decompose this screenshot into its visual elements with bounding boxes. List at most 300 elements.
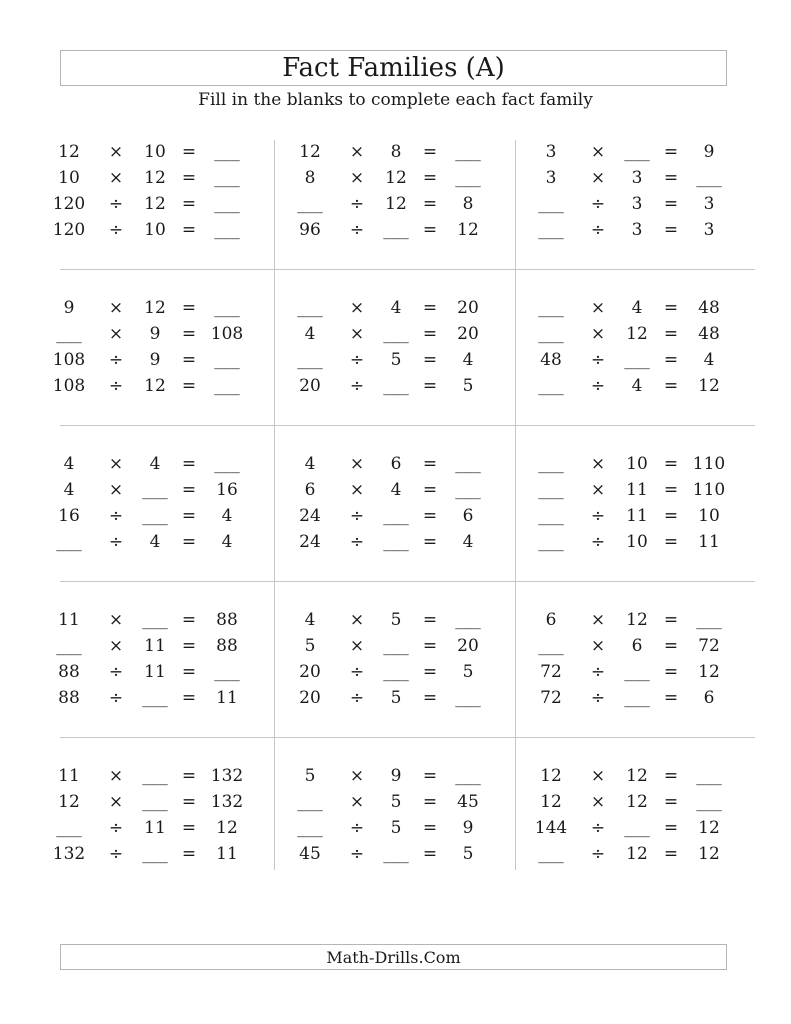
operator: ÷	[349, 818, 365, 838]
page-title: Fact Families (A)	[60, 50, 727, 86]
equation-row	[517, 168, 757, 194]
operator: ×	[590, 298, 606, 318]
operand-b: ___	[624, 142, 650, 162]
operator: ÷	[349, 220, 365, 240]
operator: ×	[108, 610, 124, 630]
row-divider	[60, 581, 755, 582]
result: 3	[703, 194, 715, 214]
operator: ÷	[590, 220, 606, 240]
operator: ÷	[349, 844, 365, 864]
operand-b: 9	[149, 350, 161, 370]
equals-sign: =	[181, 298, 197, 318]
equation-row	[276, 194, 516, 220]
equation-row	[276, 532, 516, 558]
result: 88	[216, 610, 238, 630]
equation-row	[35, 844, 275, 870]
operand-b: ___	[142, 844, 168, 864]
operand-a: ___	[56, 818, 82, 838]
equals-sign: =	[181, 220, 197, 240]
result: 12	[698, 818, 720, 838]
equation-row	[276, 350, 516, 376]
operand-b: 8	[390, 142, 402, 162]
operand-a: 11	[58, 766, 80, 786]
operand-a: 20	[299, 662, 321, 682]
result: ___	[214, 376, 240, 396]
operand-a: 4	[304, 610, 316, 630]
equation-row	[517, 480, 757, 506]
equation-row	[35, 636, 275, 662]
equals-sign: =	[663, 662, 679, 682]
operand-b: ___	[383, 662, 409, 682]
operand-b: ___	[142, 506, 168, 526]
equation-row	[517, 194, 757, 220]
operator: ÷	[108, 532, 124, 552]
equation-row	[35, 168, 275, 194]
equals-sign: =	[181, 376, 197, 396]
operator: ×	[349, 298, 365, 318]
equation-row	[276, 168, 516, 194]
result: ___	[214, 220, 240, 240]
result: 4	[462, 532, 474, 552]
operand-b: ___	[383, 844, 409, 864]
operator: ÷	[349, 376, 365, 396]
equals-sign: =	[663, 142, 679, 162]
result: 5	[462, 376, 474, 396]
operand-b: 12	[385, 168, 407, 188]
operand-b: 12	[626, 324, 648, 344]
operator: ×	[590, 168, 606, 188]
equation-row	[276, 688, 516, 714]
result: 11	[216, 844, 238, 864]
result: ___	[696, 792, 722, 812]
equation-row	[276, 844, 516, 870]
equation-row	[35, 532, 275, 558]
equals-sign: =	[422, 454, 438, 474]
equals-sign: =	[422, 298, 438, 318]
operator: ×	[590, 142, 606, 162]
equals-sign: =	[422, 194, 438, 214]
operand-b: ___	[624, 688, 650, 708]
equation-row	[517, 376, 757, 402]
result: 110	[692, 454, 726, 474]
equation-row	[276, 662, 516, 688]
equals-sign: =	[422, 636, 438, 656]
operator: ÷	[590, 818, 606, 838]
operand-a: 20	[299, 688, 321, 708]
result: 4	[462, 350, 474, 370]
equation-row	[276, 298, 516, 324]
operator: ×	[349, 324, 365, 344]
operator: ×	[349, 636, 365, 656]
equation-row	[35, 454, 275, 480]
result: ___	[455, 610, 481, 630]
equation-row	[276, 818, 516, 844]
equals-sign: =	[663, 610, 679, 630]
operand-a: 6	[304, 480, 316, 500]
operator: ×	[349, 168, 365, 188]
result: ___	[214, 194, 240, 214]
result: 4	[221, 506, 233, 526]
operand-b: 3	[631, 194, 643, 214]
equation-row	[517, 220, 757, 246]
operand-b: 4	[631, 298, 643, 318]
result: ___	[455, 454, 481, 474]
equals-sign: =	[422, 818, 438, 838]
operand-a: 120	[52, 220, 86, 240]
equals-sign: =	[663, 818, 679, 838]
result: 110	[692, 480, 726, 500]
result: 48	[698, 324, 720, 344]
operand-a: 20	[299, 376, 321, 396]
result: 6	[462, 506, 474, 526]
operand-a: ___	[297, 350, 323, 370]
equals-sign: =	[181, 532, 197, 552]
operand-a: 72	[540, 688, 562, 708]
operator: ÷	[590, 532, 606, 552]
operator: ÷	[590, 194, 606, 214]
equals-sign: =	[663, 480, 679, 500]
equals-sign: =	[663, 766, 679, 786]
equation-row	[517, 662, 757, 688]
result: 6	[703, 688, 715, 708]
operator: ÷	[349, 662, 365, 682]
equation-row	[276, 480, 516, 506]
result: 8	[462, 194, 474, 214]
equals-sign: =	[422, 662, 438, 682]
equals-sign: =	[181, 792, 197, 812]
result: 12	[698, 662, 720, 682]
operand-b: ___	[624, 818, 650, 838]
operand-a: ___	[538, 324, 564, 344]
result: ___	[696, 168, 722, 188]
operand-a: 8	[304, 168, 316, 188]
operand-a: ___	[538, 454, 564, 474]
equation-row	[35, 376, 275, 402]
operand-b: ___	[383, 636, 409, 656]
equation-row	[517, 792, 757, 818]
operand-b: 6	[631, 636, 643, 656]
equals-sign: =	[422, 168, 438, 188]
result: 5	[462, 844, 474, 864]
equation-row	[517, 844, 757, 870]
operand-a: 9	[63, 298, 75, 318]
operator: ×	[590, 480, 606, 500]
result: 11	[216, 688, 238, 708]
result: 45	[457, 792, 479, 812]
operand-a: ___	[538, 506, 564, 526]
operator: ×	[108, 766, 124, 786]
equation-row	[517, 142, 757, 168]
operand-a: 16	[58, 506, 80, 526]
operator: ×	[590, 324, 606, 344]
equation-row	[276, 454, 516, 480]
equals-sign: =	[181, 688, 197, 708]
operator: ÷	[590, 688, 606, 708]
operand-b: 5	[390, 792, 402, 812]
equation-row	[35, 688, 275, 714]
result: 12	[216, 818, 238, 838]
equation-row	[276, 636, 516, 662]
operator: ×	[590, 636, 606, 656]
operand-a: 4	[63, 480, 75, 500]
operand-b: 3	[631, 168, 643, 188]
operand-a: 88	[58, 662, 80, 682]
result: 88	[216, 636, 238, 656]
operand-a: 12	[58, 792, 80, 812]
operand-b: ___	[142, 480, 168, 500]
result: ___	[214, 454, 240, 474]
operand-a: ___	[538, 844, 564, 864]
equation-row	[517, 818, 757, 844]
operator: ÷	[349, 506, 365, 526]
operand-a: 108	[52, 350, 86, 370]
equals-sign: =	[663, 298, 679, 318]
equals-sign: =	[663, 506, 679, 526]
equation-row	[35, 480, 275, 506]
result: ___	[455, 168, 481, 188]
result: ___	[214, 168, 240, 188]
result: ___	[214, 298, 240, 318]
operator: ÷	[590, 844, 606, 864]
equals-sign: =	[181, 662, 197, 682]
result: 4	[221, 532, 233, 552]
result: 12	[698, 844, 720, 864]
equals-sign: =	[663, 792, 679, 812]
operand-b: 4	[631, 376, 643, 396]
operand-b: 12	[626, 844, 648, 864]
equals-sign: =	[422, 532, 438, 552]
row-divider	[60, 269, 755, 270]
operand-b: 4	[390, 298, 402, 318]
equation-row	[35, 194, 275, 220]
operator: ×	[590, 610, 606, 630]
equation-row	[517, 298, 757, 324]
operator: ×	[108, 480, 124, 500]
operand-a: ___	[297, 194, 323, 214]
operand-a: 6	[545, 610, 557, 630]
operand-a: 72	[540, 662, 562, 682]
equation-row	[35, 324, 275, 350]
result: 3	[703, 220, 715, 240]
equals-sign: =	[181, 142, 197, 162]
equation-row	[35, 220, 275, 246]
equation-row	[276, 792, 516, 818]
equals-sign: =	[663, 454, 679, 474]
operand-a: 144	[534, 818, 568, 838]
operand-a: 5	[304, 766, 316, 786]
equals-sign: =	[181, 506, 197, 526]
equals-sign: =	[422, 142, 438, 162]
operator: ÷	[108, 194, 124, 214]
operator: ÷	[349, 194, 365, 214]
result: ___	[696, 610, 722, 630]
equals-sign: =	[663, 844, 679, 864]
equals-sign: =	[181, 844, 197, 864]
operator: ÷	[108, 662, 124, 682]
operand-b: ___	[624, 662, 650, 682]
operand-a: ___	[538, 220, 564, 240]
equation-row	[35, 506, 275, 532]
operator: ×	[349, 480, 365, 500]
operator: ÷	[108, 506, 124, 526]
equals-sign: =	[663, 168, 679, 188]
row-divider	[60, 737, 755, 738]
equation-row	[35, 142, 275, 168]
operand-b: 9	[390, 766, 402, 786]
equals-sign: =	[181, 636, 197, 656]
operator: ×	[349, 792, 365, 812]
equation-row	[276, 324, 516, 350]
equals-sign: =	[663, 636, 679, 656]
operand-a: 108	[52, 376, 86, 396]
result: 5	[462, 662, 474, 682]
operand-a: 132	[52, 844, 86, 864]
operand-a: ___	[297, 298, 323, 318]
result: ___	[455, 688, 481, 708]
result: 11	[698, 532, 720, 552]
equation-row	[517, 532, 757, 558]
equals-sign: =	[181, 454, 197, 474]
operator: ÷	[590, 506, 606, 526]
operand-a: 120	[52, 194, 86, 214]
operand-a: 12	[299, 142, 321, 162]
equation-row	[517, 636, 757, 662]
operator: ÷	[349, 688, 365, 708]
operand-b: 9	[149, 324, 161, 344]
operand-a: ___	[56, 636, 82, 656]
operand-b: ___	[383, 506, 409, 526]
equation-row	[517, 610, 757, 636]
operand-b: ___	[383, 324, 409, 344]
operand-b: 5	[390, 610, 402, 630]
result: ___	[455, 142, 481, 162]
operator: ÷	[108, 350, 124, 370]
operand-a: 45	[299, 844, 321, 864]
operand-a: ___	[297, 818, 323, 838]
operand-b: 12	[144, 298, 166, 318]
equation-row	[517, 350, 757, 376]
operator: ×	[349, 766, 365, 786]
operand-b: 6	[390, 454, 402, 474]
equals-sign: =	[422, 610, 438, 630]
result: ___	[214, 662, 240, 682]
equals-sign: =	[663, 194, 679, 214]
equation-row	[517, 506, 757, 532]
operand-b: 10	[626, 454, 648, 474]
operand-b: ___	[383, 220, 409, 240]
operand-a: 11	[58, 610, 80, 630]
operand-b: 12	[626, 766, 648, 786]
operand-a: ___	[297, 792, 323, 812]
result: 132	[210, 766, 244, 786]
operator: ÷	[108, 688, 124, 708]
operand-a: 48	[540, 350, 562, 370]
equals-sign: =	[422, 376, 438, 396]
equals-sign: =	[422, 506, 438, 526]
operand-a: 24	[299, 506, 321, 526]
result: 132	[210, 792, 244, 812]
operand-a: 12	[540, 766, 562, 786]
row-divider	[60, 425, 755, 426]
operand-b: 11	[626, 506, 648, 526]
equation-row	[35, 610, 275, 636]
operand-a: ___	[538, 298, 564, 318]
operand-a: ___	[538, 532, 564, 552]
operator: ÷	[349, 350, 365, 370]
operand-b: 3	[631, 220, 643, 240]
operand-b: 4	[149, 454, 161, 474]
equals-sign: =	[181, 350, 197, 370]
operand-a: ___	[538, 194, 564, 214]
operator: ÷	[590, 350, 606, 370]
equals-sign: =	[663, 350, 679, 370]
operand-a: ___	[538, 636, 564, 656]
equals-sign: =	[422, 792, 438, 812]
equals-sign: =	[663, 532, 679, 552]
equals-sign: =	[422, 766, 438, 786]
result: 72	[698, 636, 720, 656]
operator: ÷	[108, 844, 124, 864]
equation-row	[35, 662, 275, 688]
operand-b: 5	[390, 818, 402, 838]
result: 20	[457, 324, 479, 344]
equals-sign: =	[663, 324, 679, 344]
equals-sign: =	[422, 480, 438, 500]
operand-b: 12	[385, 194, 407, 214]
operand-b: 5	[390, 350, 402, 370]
result: 9	[462, 818, 474, 838]
operand-b: 11	[144, 636, 166, 656]
equals-sign: =	[422, 350, 438, 370]
operand-b: 5	[390, 688, 402, 708]
result: ___	[214, 350, 240, 370]
equals-sign: =	[663, 220, 679, 240]
operand-a: ___	[538, 480, 564, 500]
operator: ×	[349, 454, 365, 474]
equals-sign: =	[181, 818, 197, 838]
operator: ×	[349, 142, 365, 162]
equals-sign: =	[663, 688, 679, 708]
operator: ×	[349, 610, 365, 630]
result: 20	[457, 298, 479, 318]
operand-b: ___	[142, 688, 168, 708]
operator: ×	[590, 792, 606, 812]
operand-b: ___	[142, 766, 168, 786]
footer: Math-Drills.Com	[60, 944, 727, 970]
operand-b: 12	[144, 194, 166, 214]
operator: ×	[590, 454, 606, 474]
result: 48	[698, 298, 720, 318]
result: 4	[703, 350, 715, 370]
operator: ×	[590, 766, 606, 786]
operator: ÷	[349, 532, 365, 552]
operand-b: 12	[144, 168, 166, 188]
equation-row	[276, 142, 516, 168]
result: 10	[698, 506, 720, 526]
problem-grid	[35, 115, 755, 870]
operand-b: 11	[144, 818, 166, 838]
result: ___	[214, 142, 240, 162]
equation-row	[276, 220, 516, 246]
operand-b: 10	[626, 532, 648, 552]
equation-row	[517, 454, 757, 480]
equation-row	[276, 376, 516, 402]
result: 12	[457, 220, 479, 240]
operator: ×	[108, 636, 124, 656]
equation-row	[517, 324, 757, 350]
operator: ÷	[590, 662, 606, 682]
operand-a: 12	[540, 792, 562, 812]
